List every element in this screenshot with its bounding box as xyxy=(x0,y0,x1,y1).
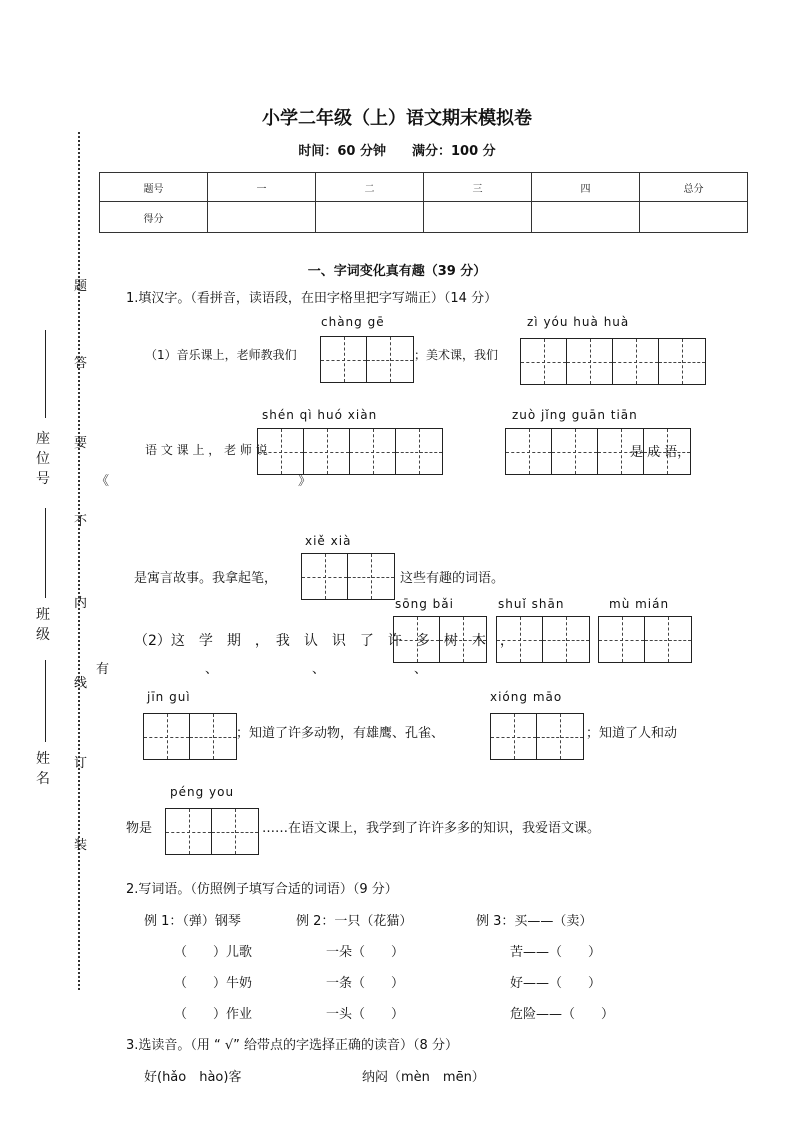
q1-you: 有 xyxy=(96,662,110,677)
angle-bracket-left: 《 xyxy=(96,474,110,489)
pinyin: chàng gē xyxy=(321,315,385,329)
pinyin: péng you xyxy=(170,785,235,799)
score-cell[interactable] xyxy=(424,202,532,233)
seat-number-line xyxy=(45,330,46,418)
binding-char: 答 xyxy=(74,356,88,371)
fill-blank-item[interactable]: 苦——（ ） xyxy=(510,945,602,960)
pinyin: shuǐ shān xyxy=(498,597,565,611)
binding-char: 题 xyxy=(74,279,88,294)
tianzige-answer-box[interactable] xyxy=(165,808,259,855)
tianzige-answer-box[interactable] xyxy=(496,616,590,663)
seat-number-label: 座位号 xyxy=(36,431,50,487)
example-2: 例 2：一只（花猫） xyxy=(296,914,413,929)
reading-choice-item[interactable]: 纳闷（mèn mēn） xyxy=(362,1070,485,1085)
table-header-cell: 四 xyxy=(532,173,640,202)
pinyin: zuò jǐng guān tiān xyxy=(512,408,638,422)
pinyin: sōng bǎi xyxy=(395,597,454,611)
score-row-label: 得分 xyxy=(100,202,208,233)
score-table xyxy=(99,172,748,233)
punct-comma: 、 xyxy=(312,662,326,677)
tianzige-answer-box[interactable] xyxy=(520,338,706,385)
table-header-cell: 二 xyxy=(316,173,424,202)
q1-line3-post: 这些有趣的词语。 xyxy=(400,571,505,586)
exam-time-score: 时间：60 分钟 满分：100 分 xyxy=(298,144,496,159)
angle-bracket-right: 》 xyxy=(298,474,312,489)
q1-line5-mid: ；知道了许多动物，有雄鹰、孔雀、 xyxy=(236,726,445,741)
pinyin: zì yóu huà huà xyxy=(527,315,630,329)
pinyin: xióng māo xyxy=(490,690,563,704)
punct-comma: 、 xyxy=(414,662,428,677)
fill-blank-item[interactable]: 危险——（ ） xyxy=(510,1007,615,1022)
tianzige-answer-box[interactable] xyxy=(490,713,584,760)
tianzige-answer-box[interactable] xyxy=(301,553,395,600)
question-1-prompt: 1.填汉字。（看拼音，读语段，在田字格里把字写端正）（14 分） xyxy=(126,291,498,306)
example-3: 例 3：买——（卖） xyxy=(476,914,593,929)
q1-line3-text: 是寓言故事。我拿起笔， xyxy=(134,571,278,586)
pinyin: xiě xià xyxy=(305,534,352,548)
q1-line6-text: 物是 xyxy=(126,821,153,836)
pinyin: mù mián xyxy=(609,597,670,611)
binding-char: 不 xyxy=(74,514,88,529)
name-line xyxy=(45,660,46,742)
table-header-cell: 一 xyxy=(208,173,316,202)
tianzige-answer-box[interactable] xyxy=(257,428,443,475)
q1-line6-post: ……在语文课上，我学到了许许多多的知识，我爱语文课。 xyxy=(262,821,601,836)
q1-line1-mid: ；美术课，我们 xyxy=(414,348,499,362)
score-cell[interactable] xyxy=(208,202,316,233)
binding-char: 内 xyxy=(74,596,88,611)
fill-blank-item[interactable]: 一头（ ） xyxy=(326,1007,405,1022)
q1-line4-text: （2）这 学 期 ， 我 认 识 了 许 多 树 木 ， xyxy=(134,633,514,649)
reading-choice-item[interactable]: 好(hǎo hào)客 xyxy=(144,1070,242,1085)
section-title: 一、字词变化真有趣（39 分） xyxy=(307,264,487,279)
q1-line2-text: 语 文 课 上 ， 老 师 说 xyxy=(145,443,268,457)
tianzige-answer-box[interactable] xyxy=(320,336,414,383)
pinyin: shén qì huó xiàn xyxy=(262,408,378,422)
tianzige-answer-box[interactable] xyxy=(598,616,692,663)
fill-blank-item[interactable]: （ ）儿歌 xyxy=(174,945,253,960)
example-1: 例 1：（弹）钢琴 xyxy=(144,914,241,929)
score-cell[interactable] xyxy=(316,202,424,233)
q1-line2-post: 是 成 语， xyxy=(630,445,691,460)
page-title: 小学二年级（上）语文期末模拟卷 xyxy=(262,108,532,129)
punct-comma: 、 xyxy=(205,662,219,677)
fill-blank-item[interactable]: 好——（ ） xyxy=(510,976,602,991)
name-label: 姓名 xyxy=(36,751,50,787)
table-header-cell: 三 xyxy=(424,173,532,202)
binding-char: 装 xyxy=(74,838,88,853)
binding-char: 订 xyxy=(74,756,88,771)
table-header-cell: 题号 xyxy=(100,173,208,202)
score-cell[interactable] xyxy=(532,202,640,233)
q1-line1-text: （1）音乐课上，老师教我们 xyxy=(145,348,297,362)
q1-line5-post: ；知道了人和动 xyxy=(586,726,678,741)
binding-char: 线 xyxy=(74,676,88,691)
fill-blank-item[interactable]: （ ）牛奶 xyxy=(174,976,253,991)
question-2-prompt: 2.写词语。（仿照例子填写合适的词语）（9 分） xyxy=(126,882,398,897)
class-label: 班级 xyxy=(36,607,50,643)
class-line xyxy=(45,508,46,598)
fill-blank-item[interactable]: （ ）作业 xyxy=(174,1007,253,1022)
question-3-prompt: 3.选读音。（用 “ √” 给带点的字选择正确的读音）（8 分） xyxy=(126,1038,458,1053)
tianzige-answer-box[interactable] xyxy=(143,713,237,760)
pinyin: jīn guì xyxy=(147,690,191,704)
tianzige-answer-box[interactable] xyxy=(393,616,487,663)
table-header-cell: 总分 xyxy=(640,173,748,202)
score-cell[interactable] xyxy=(640,202,748,233)
binding-char: 要 xyxy=(74,436,88,451)
fill-blank-item[interactable]: 一朵（ ） xyxy=(326,945,405,960)
fill-blank-item[interactable]: 一条（ ） xyxy=(326,976,405,991)
